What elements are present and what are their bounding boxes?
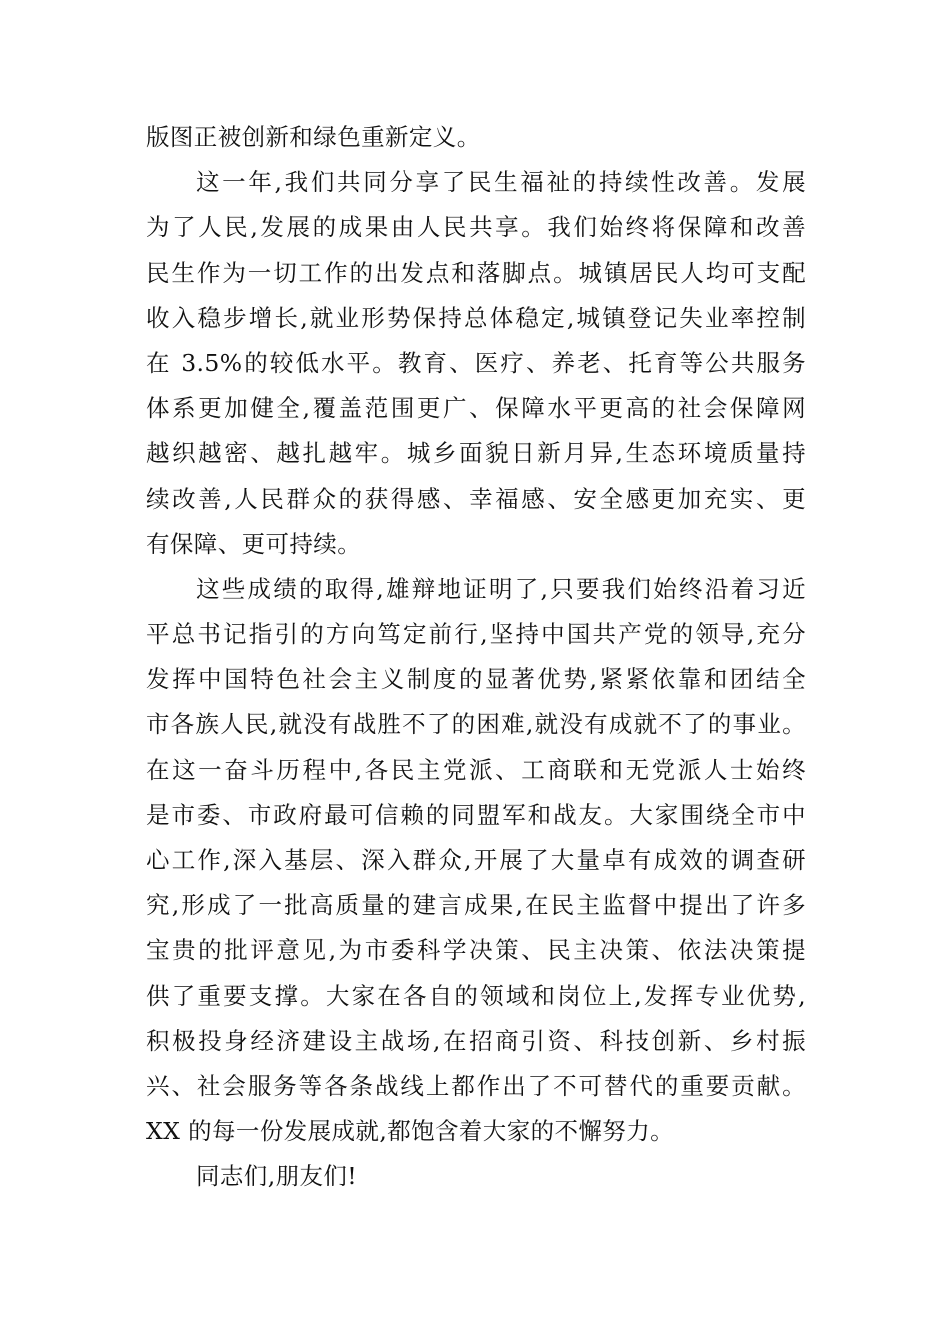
text-line: 是市委、市政府最可信赖的同盟军和战友。大家围绕全市中 — [146, 800, 806, 829]
text-line: 心工作,深入基层、深入群众,开展了大量卓有成效的调查研 — [146, 846, 806, 874]
text-line: 宝贵的批评意见,为市委科学决策、民主决策、依法决策提 — [146, 936, 806, 965]
text-line: 这些成绩的取得,雄辩地证明了,只要我们始终沿着习近 — [196, 574, 806, 603]
text-line: 究,形成了一批高质量的建言成果,在民主监督中提出了许多 — [146, 891, 806, 920]
text-line: 兴、社会服务等各条战线上都作出了不可替代的重要贡献。 — [146, 1071, 806, 1100]
text-line: 发挥中国特色社会主义制度的显著优势,紧紧依靠和团结全 — [146, 665, 806, 694]
text-line: XX 的每一份发展成就,都饱含着大家的不懈努力。 — [146, 1117, 674, 1146]
paragraph — [146, 1154, 806, 1199]
text-line: 民生作为一切工作的出发点和落脚点。城镇居民人均可支配 — [146, 258, 806, 287]
text-line: 体系更加健全,覆盖范围更广、保障水平更高的社会保障网 — [146, 394, 806, 423]
text-line: 越织越密、越扎越牢。城乡面貌日新月异,生态环境质量持 — [146, 439, 806, 468]
text-line: 版图正被创新和绿色重新定义。 — [146, 123, 481, 151]
text-line: 积极投身经济建设主战场,在招商引资、科技创新、乡村振 — [146, 1026, 806, 1055]
paragraph — [146, 115, 806, 160]
document-body — [146, 115, 806, 1200]
text-line: 在 3.5%的较低水平。教育、医疗、养老、托育等公共服务 — [146, 348, 806, 377]
paragraph — [146, 567, 806, 1154]
text-line: 平总书记指引的方向笃定前行,坚持中国共产党的领导,充分 — [146, 620, 806, 649]
text-line: 供了重要支撑。大家在各自的领域和岗位上,发挥专业优势, — [146, 981, 806, 1010]
text-line: 在这一奋斗历程中,各民主党派、工商联和无党派人士始终 — [146, 755, 806, 784]
paragraph — [146, 160, 806, 567]
text-line: 续改善,人民群众的获得感、幸福感、安全感更加充实、更 — [146, 484, 806, 513]
text-line: 收入稳步增长,就业形势保持总体稳定,城镇登记失业率控制 — [146, 303, 806, 332]
text-line: 有保障、更可持续。 — [146, 529, 362, 558]
text-line: 市各族人民,就没有战胜不了的困难,就没有成就不了的事业。 — [146, 710, 806, 739]
text-line: 这一年,我们共同分享了民生福祉的持续性改善。发展 — [196, 168, 806, 197]
text-line: 为了人民,发展的成果由人民共享。我们始终将保障和改善 — [146, 213, 806, 242]
text-line: 同志们,朋友们! — [196, 1162, 358, 1191]
